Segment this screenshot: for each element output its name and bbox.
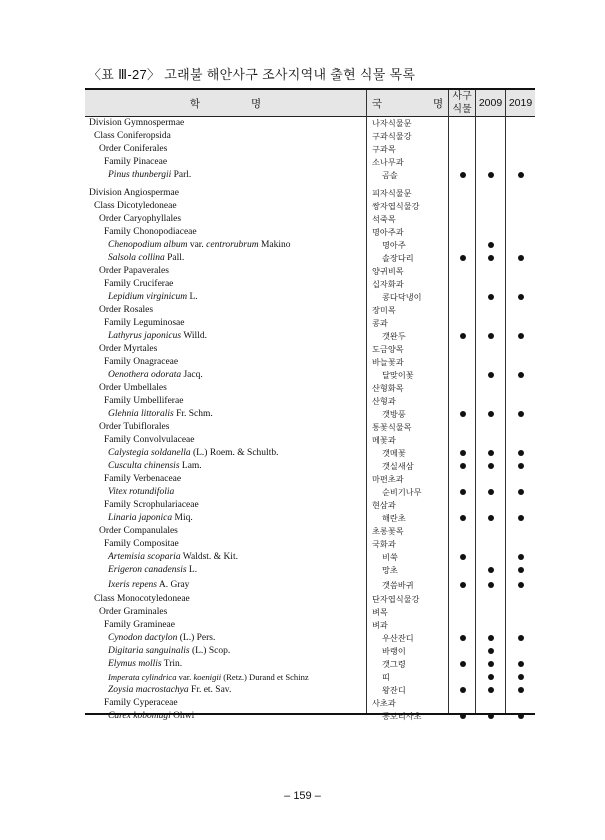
korean-name: 십자화과 [372,279,404,289]
korean-name: 양귀비목 [372,266,404,276]
species-row [85,512,535,524]
author: Fr. Schm. [173,409,213,419]
korean-name: 통꽃식물목 [372,422,412,432]
dune-plant-dot [460,554,466,560]
scientific-name: Order Graminales [99,607,168,617]
scientific-name [108,330,207,342]
presence-2009-dot [488,255,494,261]
presence-2019-dot [518,635,524,641]
presence-2019-dot [518,411,524,417]
korean-name: 산형화목 [372,383,404,393]
dune-plant-dot [460,515,466,521]
scientific-name: Division Angiospermae [89,188,179,198]
korean-name: 갯메꽃 [382,448,406,458]
genus-species: Calystegia soldanella [108,448,191,458]
dune-plant-dot [460,411,466,417]
korean-name: 석죽목 [372,214,396,224]
genus-species: Lepidium virginicum [108,292,188,302]
species-row [85,710,535,722]
scientific-name: Order Caryophyllales [99,214,182,224]
scientific-name: Class Dicotyledoneae [94,201,177,211]
korean-name: 왕잔디 [382,685,406,695]
korean-name: 망초 [382,565,398,575]
presence-2019-dot [518,713,524,719]
korean-name: 바늘꽃과 [372,357,404,367]
korean-name: 갯완두 [382,331,406,341]
genus-species: Cynodon dactylon [108,633,178,643]
scientific-name [108,408,213,420]
header-korean-name: 국 명 [371,97,444,110]
scientific-name [108,564,197,576]
scientific-name: Class Monocotyledoneae [94,594,190,604]
korean-name: 갯실새삼 [382,461,414,471]
author: Lam. [179,461,202,471]
taxon-row [85,606,535,618]
author: (L.) Scop. [189,646,231,656]
scientific-name: Order Companulales [99,526,178,536]
species-row [85,486,535,498]
dune-plant-dot [460,172,466,178]
species-row [85,632,535,644]
taxon-row [85,619,535,631]
genus-species: Imperata cylindrica [108,672,177,682]
author: Ohwi [170,711,195,721]
author: (L.) Roem. & Schultb. [190,448,279,458]
korean-name: 갯씀바귀 [382,580,414,590]
scientific-name: Family Convolvulaceae [104,435,195,445]
korean-name: 초롱꽃목 [372,526,404,536]
taxon-row [85,421,535,433]
korean-name: 콩과 [372,318,388,328]
korean-name: 장미목 [372,305,396,315]
taxon-row [85,130,535,142]
scientific-name [108,671,309,683]
species-row [85,169,535,181]
taxon-row [85,343,535,355]
presence-2009-dot [488,713,494,719]
korean-name: 피자식물문 [372,188,412,198]
scientific-name: Family Cyperaceae [104,698,178,708]
author: Pall. [164,253,185,263]
presence-2019-dot [518,172,524,178]
korean-name: 명아주과 [372,227,404,237]
species-row [85,408,535,420]
dune-plant-dot [460,463,466,469]
rank-marker: var. [176,672,194,682]
scientific-name: Class Coniferopsida [94,131,171,141]
scientific-name [108,710,194,722]
species-row [85,551,535,563]
korean-name: 메꽃과 [372,435,396,445]
genus-species: Linaria japonica [108,513,173,523]
presence-2019-dot [518,333,524,339]
taxon-row [85,200,535,212]
species-row [85,460,535,472]
presence-2009-dot [488,515,494,521]
korean-name: 사초과 [372,698,396,708]
korean-name: 통보리사초 [382,711,422,721]
table-header [85,90,535,117]
genus-species: Ixeris repens [108,580,157,590]
species-row [85,330,535,342]
genus-species: Glehnia littoralis [108,409,174,419]
presence-2019-dot [518,661,524,667]
korean-name: 곰솔 [382,170,398,180]
scientific-name [108,684,231,696]
dune-plant-dot [460,687,466,693]
presence-2009-dot [488,648,494,654]
author: L. [187,292,198,302]
species-row [85,252,535,264]
scientific-name: Order Umbellales [99,383,167,393]
scientific-name [108,645,230,657]
taxon-row [85,317,535,329]
taxon-row [85,593,535,605]
dune-plant-dot [460,635,466,641]
taxon-row [85,473,535,485]
genus-species: Lathyrus japonicus [108,331,182,341]
presence-2009-dot [488,661,494,667]
species-row [85,684,535,696]
dune-plant-dot [460,489,466,495]
korean-name: 벼목 [372,607,388,617]
presence-2009-dot [488,294,494,300]
korean-name: 비쑥 [382,552,398,562]
presence-2019-dot [518,450,524,456]
presence-2019-dot [518,255,524,261]
taxon-row [85,156,535,168]
genus-species: Artemisia scoparia [108,552,181,562]
genus-species: Pinus thunbergii [108,170,172,180]
korean-name: 마편초과 [372,474,404,484]
species-row [85,671,535,683]
scientific-name: Order Papaverales [99,266,169,276]
taxon-row [85,382,535,394]
presence-2009-dot [488,463,494,469]
taxon-row [85,226,535,238]
header-dune-line1: 사구 [452,91,472,102]
scientific-name: Family Scrophulariaceae [104,500,199,510]
presence-2009-dot [488,582,494,588]
author: Makino [258,240,291,250]
genus-species: Erigeron canadensis [108,565,187,575]
author: Willd. [181,331,207,341]
presence-2019-dot [518,554,524,560]
header-scientific-name: 학 명 [189,97,262,110]
author: Waldst. & Kit. [180,552,238,562]
genus-species: Cusculta chinensis [108,461,180,471]
genus-species: Elymus mollis [108,659,162,669]
genus-species: Carex kobomugi [108,711,171,721]
presence-2019-dot [518,489,524,495]
author: Miq. [172,513,193,523]
genus-species: Oenothera odorata [108,370,182,380]
scientific-name: Order Coniferales [99,144,168,154]
scientific-name: Order Tubiflorales [99,422,170,432]
rank-marker: var. [187,240,207,250]
presence-2019-dot [518,463,524,469]
author: Trin. [161,659,183,669]
presence-2019-dot [518,567,524,573]
scientific-name [108,252,184,264]
scientific-name [108,447,278,459]
korean-name: 갯그령 [382,659,406,669]
korean-name: 띠 [382,672,390,682]
korean-name: 단자엽식물강 [372,594,420,604]
korean-name: 콩다닥냉이 [382,292,422,302]
scientific-name [108,632,215,644]
scientific-name: Family Leguminosae [104,318,185,328]
dune-plant-dot [460,582,466,588]
korean-name: 구과목 [372,144,396,154]
korean-name: 쌍자엽식물강 [372,201,420,211]
genus-species: Zoysia macrostachya [108,685,189,695]
author: (Retz.) Durand et Schinz [221,672,309,682]
plant-list-table [85,88,535,721]
scientific-name [108,369,203,381]
scientific-name: Family Chonopodiaceae [104,227,197,237]
dune-plant-dot [460,255,466,261]
scientific-name: Family Cruciferae [104,279,174,289]
author: L. [186,565,198,575]
presence-2019-dot [518,674,524,680]
scientific-name [108,512,193,524]
presence-2009-dot [488,172,494,178]
korean-name: 구과식물강 [372,131,412,141]
presence-2009-dot [488,489,494,495]
taxon-row [85,697,535,709]
scientific-name: Order Rosales [99,305,154,315]
scientific-name: Family Umbelliferae [104,396,184,406]
presence-2009-dot [488,567,494,573]
korean-name: 솔장다리 [382,253,414,263]
korean-name: 벼과 [372,620,388,630]
korean-name: 순비기나무 [382,487,422,497]
presence-2019-dot [518,687,524,693]
scientific-name [108,291,198,303]
species-row [85,579,535,591]
presence-2009-dot [488,411,494,417]
species-row [85,239,535,251]
presence-2009-dot [488,333,494,339]
scientific-name [108,460,202,472]
species-row [85,291,535,303]
taxon-row [85,187,535,199]
scientific-name [108,658,182,670]
taxon-row [85,434,535,446]
korean-name: 산형과 [372,396,396,406]
presence-2019-dot [518,294,524,300]
genus-species: Chenopodium album [108,240,188,250]
korean-name: 해란초 [382,513,406,523]
taxon-row [85,356,535,368]
taxon-row [85,525,535,537]
presence-2009-dot [488,674,494,680]
species-row [85,369,535,381]
presence-2019-dot [518,582,524,588]
genus-species: Salsola collina [108,253,165,263]
dune-plant-dot [460,450,466,456]
korean-name: 달맞이꽃 [382,370,414,380]
genus-species: Vitex rotundifolia [108,487,175,497]
species-row [85,564,535,576]
presence-2009-dot [488,242,494,248]
korean-name: 소나무과 [372,157,404,167]
scientific-name [108,579,189,591]
presence-2009-dot [488,687,494,693]
scientific-name [108,169,191,181]
korean-name: 명아주 [382,240,406,250]
dune-plant-dot [460,333,466,339]
scientific-name [108,239,291,251]
presence-2009-dot [488,372,494,378]
scientific-name: Family Pinaceae [104,157,168,167]
scientific-name [108,486,174,498]
scientific-name: Family Gramineae [104,620,175,630]
scientific-name: Family Verbenaceae [104,474,182,484]
taxon-row [85,499,535,511]
scientific-name: Order Myrtales [99,344,158,354]
taxon-row [85,538,535,550]
genus-species: Digitaria sanguinalis [108,646,190,656]
header-year-2019: 2019 [508,97,533,109]
author: Jacq. [181,370,203,380]
taxon-row [85,265,535,277]
taxon-row [85,304,535,316]
taxon-row [85,213,535,225]
presence-2009-dot [488,450,494,456]
infraspecific-epithet: centrorubrum [206,240,259,250]
dune-plant-dot [460,661,466,667]
dune-plant-dot [460,713,466,719]
presence-2009-dot [488,635,494,641]
korean-name: 우산잔디 [382,633,414,643]
presence-2019-dot [518,515,524,521]
korean-name: 도금양목 [372,344,404,354]
table-caption: 〈표 Ⅲ-27〉 고래불 해안사구 조사지역내 출현 식물 목록 [88,67,416,82]
korean-name: 국화과 [372,539,396,549]
taxon-row [85,143,535,155]
species-row [85,645,535,657]
scientific-name [108,551,238,563]
author: Fr. et. Sav. [188,685,232,695]
infraspecific-epithet: koenigii [193,672,222,682]
korean-name: 갯방풍 [382,409,406,419]
scientific-name: Division Gymnospermae [89,118,185,128]
author: Parl. [171,170,192,180]
header-year-2009: 2009 [478,97,503,109]
scientific-name: Family Onagraceae [104,357,179,367]
species-row [85,658,535,670]
korean-name: 현삼과 [372,500,396,510]
header-dune-plant [449,90,475,116]
page-number: – 159 – [284,790,321,802]
scientific-name: Family Compositae [104,539,179,549]
presence-2019-dot [518,372,524,378]
korean-name: 바랭이 [382,646,406,656]
author: (L.) Pers. [177,633,216,643]
taxon-row [85,278,535,290]
taxon-row [85,395,535,407]
taxon-row [85,117,535,129]
korean-name: 나자식물문 [372,118,412,128]
header-dune-line2: 식물 [452,104,472,115]
species-row [85,447,535,459]
author: A. Gray [156,580,190,590]
